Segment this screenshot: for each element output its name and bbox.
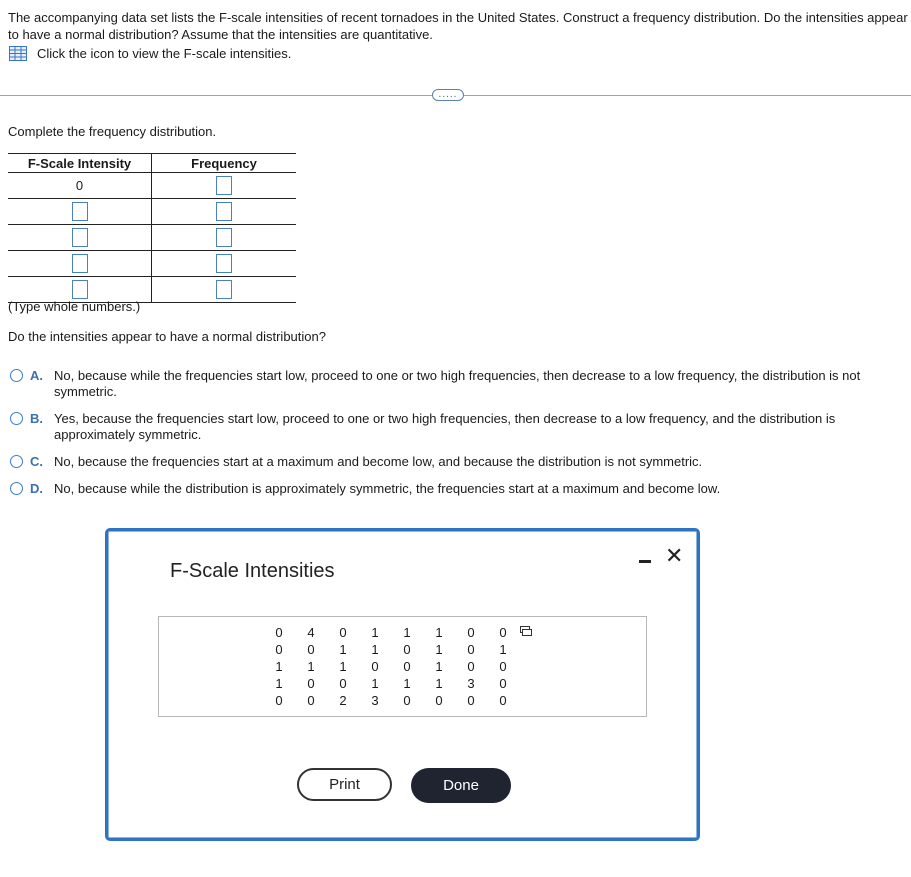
frequency-input[interactable] (216, 254, 232, 273)
data-cell: 0 (275, 693, 283, 708)
option-a[interactable] (10, 368, 874, 400)
data-cell: 0 (499, 625, 507, 640)
frequency-input[interactable] (216, 280, 232, 299)
data-cell: 1 (371, 625, 379, 640)
data-cell: 1 (499, 642, 507, 657)
data-cell: 1 (403, 676, 411, 691)
data-cell: 0 (275, 642, 283, 657)
option-text: No, because while the frequencies start low, proceed to one or two high frequencies, then decrease to a low frequency, the distribution is not symmetric. (54, 368, 861, 399)
radio-button[interactable] (10, 412, 23, 425)
data-cell: 0 (371, 659, 379, 674)
table-row (8, 199, 296, 225)
data-cell: 1 (275, 659, 283, 674)
data-cell: 1 (435, 642, 443, 657)
print-button[interactable]: Print (297, 768, 392, 801)
dialog-title: F-Scale Intensities (170, 560, 335, 582)
data-cell: 0 (499, 676, 507, 691)
data-cell: 2 (339, 693, 347, 708)
data-cell: 4 (307, 625, 315, 640)
data-cell: 0 (307, 693, 315, 708)
frequency-input[interactable] (216, 176, 232, 195)
data-cell: 0 (307, 676, 315, 691)
data-cell: 0 (403, 659, 411, 674)
data-cell: 0 (435, 693, 443, 708)
close-icon[interactable]: ✕ (665, 543, 684, 568)
data-dialog (105, 528, 700, 841)
data-cell: 1 (403, 625, 411, 640)
data-cell: 0 (467, 625, 475, 640)
option-text: Yes, because the frequencies start low, proceed to one or two high frequencies, then decrease to a low frequency, and the distribution is approximately symmetric. (54, 411, 836, 442)
data-cell: 1 (435, 625, 443, 640)
data-cell: 0 (499, 693, 507, 708)
col-header-frequency: Frequency (152, 154, 297, 173)
data-cell: 1 (371, 642, 379, 657)
intensity-value: 0 (8, 173, 152, 199)
option-b[interactable] (10, 411, 874, 443)
option-d[interactable] (10, 481, 874, 497)
table-row (8, 225, 296, 251)
answer-hint: (Type whole numbers.) (8, 299, 141, 314)
option-text: No, because the frequencies start at a maximum and become low, and because the distribution is not symmetric. (54, 454, 703, 469)
data-cell: 1 (339, 642, 347, 657)
data-cell: 0 (275, 625, 283, 640)
normal-distribution-question: Do the intensities appear to have a normal distribution? (8, 329, 326, 344)
frequency-input[interactable] (216, 202, 232, 221)
radio-button[interactable] (10, 482, 23, 495)
option-c[interactable] (10, 454, 874, 470)
data-cell: 0 (467, 693, 475, 708)
view-data-link[interactable] (9, 45, 291, 62)
table-grid-icon[interactable] (9, 46, 27, 61)
intensity-input[interactable] (72, 202, 88, 221)
option-text: No, because while the distribution is approximately symmetric, the frequencies start at a maximum and become low. (54, 481, 721, 496)
intensity-input[interactable] (72, 280, 88, 299)
table-row (8, 251, 296, 277)
table-row (8, 173, 296, 199)
data-panel (158, 616, 647, 717)
data-cell: 0 (307, 642, 315, 657)
copy-icon[interactable] (520, 626, 532, 636)
data-cell: 1 (307, 659, 315, 674)
done-button[interactable]: Done (411, 768, 511, 803)
option-letter: A. (30, 368, 43, 383)
data-cell: 0 (467, 659, 475, 674)
data-cell: 0 (339, 625, 347, 640)
data-cell: 1 (435, 659, 443, 674)
data-cell: 1 (435, 676, 443, 691)
intensity-input[interactable] (72, 254, 88, 273)
view-data-link-text[interactable]: Click the icon to view the F-scale intensities. (37, 46, 292, 61)
minimize-icon[interactable] (639, 560, 651, 563)
data-cell: 0 (467, 642, 475, 657)
radio-button[interactable] (10, 369, 23, 382)
data-grid (263, 625, 519, 710)
data-cell: 0 (403, 693, 411, 708)
data-cell: 3 (371, 693, 379, 708)
frequency-table (8, 153, 296, 303)
data-cell: 0 (339, 676, 347, 691)
intensity-input[interactable] (72, 228, 88, 247)
frequency-input[interactable] (216, 228, 232, 247)
radio-button[interactable] (10, 455, 23, 468)
expand-more-button[interactable]: ..... (432, 89, 464, 101)
data-cell: 1 (275, 676, 283, 691)
data-cell: 0 (403, 642, 411, 657)
col-header-intensity: F-Scale Intensity (8, 154, 152, 173)
option-letter: C. (30, 454, 43, 469)
data-cell: 0 (499, 659, 507, 674)
option-letter: D. (30, 481, 43, 496)
instruction-text: Complete the frequency distribution. (8, 124, 217, 139)
option-letter: B. (30, 411, 43, 426)
data-cell: 1 (339, 659, 347, 674)
question-text: The accompanying data set lists the F-scale intensities of recent tornadoes in the United States. Construct a frequency distribution. Do the intensities appear to have a normal distribution? Assume that the intensities are quantitative. (8, 10, 908, 42)
data-cell: 1 (371, 676, 379, 691)
data-cell: 3 (467, 676, 475, 691)
